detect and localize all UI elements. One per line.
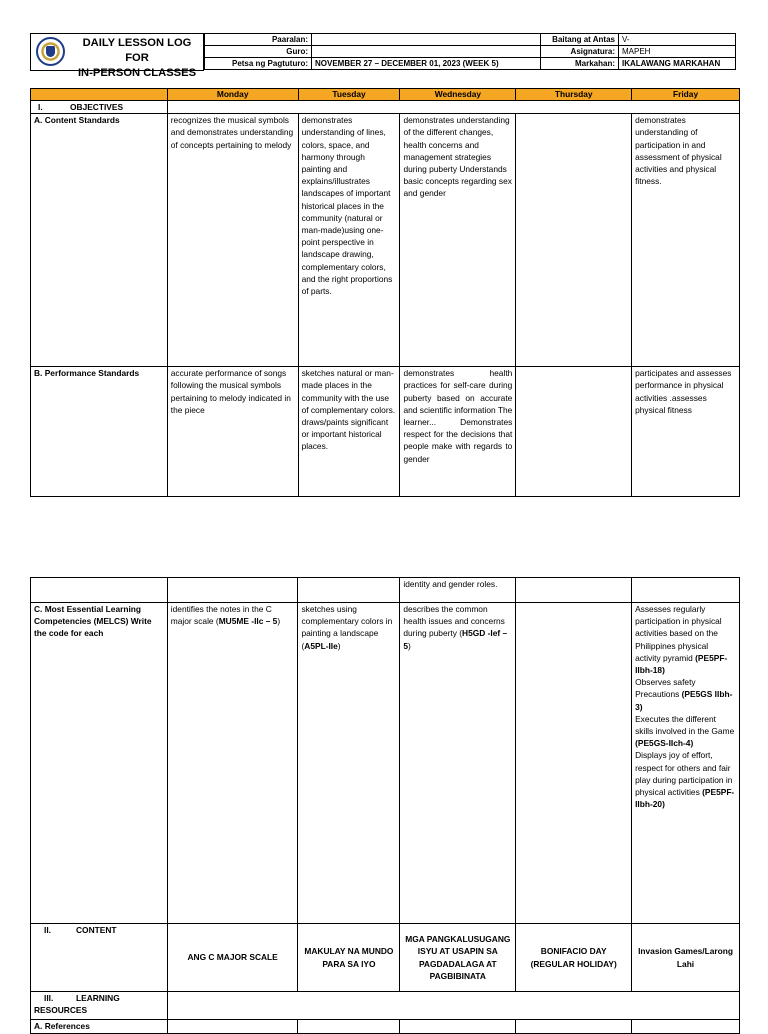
melcs-tuesday-code: A5PL-IIe	[304, 640, 338, 651]
content-standards-friday: demonstrates understanding of participation in and assessment of physical activities and physical fitness.	[632, 114, 740, 367]
content-thursday: BONIFACIO DAY (REGULAR HOLIDAY)	[516, 924, 632, 992]
references-thursday	[516, 1020, 632, 1034]
continuation-thursday	[516, 578, 632, 603]
objectives-span	[167, 101, 739, 114]
melcs-row	[31, 603, 740, 924]
content-friday: Invasion Games/Larong Lahi	[632, 924, 740, 992]
day-header-friday: Friday	[632, 89, 740, 101]
continuation-tuesday	[298, 578, 400, 603]
petsa-value: NOVEMBER 27 – DECEMBER 01, 2023 (WEEK 5)	[312, 58, 541, 70]
melcs-wednesday: describes the common health issues and concerns during puberty (H5GD -Ief – 5)	[400, 603, 516, 924]
document-title-line2: IN-PERSON CLASSES	[77, 67, 197, 79]
melcs-monday-code: MU5ME -IIc – 5	[218, 616, 278, 627]
references-tuesday	[298, 1020, 400, 1034]
learning-resources-row	[31, 992, 740, 1020]
melcs-friday-code3: (PE5GS-IIch-4)	[635, 738, 694, 749]
melcs-friday: Assesses regularly participation in physical activities based on the Philippines physical activity pyramid (PE5PF-IIbh-18) Observes safety Precautions (PE5GS IIbh-3) Executes the different skills involved in the Game (PE5GS-IIch-4) Displays joy of effort, respect for others and fair play during participation in physical activities (PE5PF-IIbh-20)	[632, 603, 740, 924]
document-title-line1: DAILY LESSON LOG FOR	[82, 37, 192, 64]
continuation-monday	[167, 578, 298, 603]
references-monday	[167, 1020, 298, 1034]
deped-seal-icon	[36, 37, 65, 66]
melcs-thursday	[516, 603, 632, 924]
learning-resources-span	[167, 992, 739, 1020]
header-info-table	[204, 33, 736, 70]
paaralan-label: Paaralan:	[205, 34, 312, 46]
objectives-label: I. OBJECTIVES	[31, 101, 168, 114]
melcs-label: C. Most Essential Learning Competencies (MELCS) Write the code for each	[31, 603, 168, 924]
baitang-label: Baitang at Antas	[541, 34, 619, 46]
header-title-box	[30, 33, 204, 79]
baitang-value: V-	[619, 34, 736, 46]
day-header-row	[31, 89, 740, 101]
references-wednesday	[400, 1020, 516, 1034]
melcs-wednesday-code: H5GD -Ief – 5	[403, 628, 508, 651]
learning-resources-label: III. LEARNING RESOURCES	[31, 992, 168, 1020]
markahan-label: Markahan:	[541, 58, 619, 70]
day-header-thursday: Thursday	[516, 89, 632, 101]
continuation-wednesday: identity and gender roles.	[400, 578, 516, 603]
content-standards-tuesday: demonstrates understanding of lines, colors, space, and harmony through painting and explains/illustrates landscapes of important historical places in the community (natural or man-made)using one-point perspective in landscape drawing, complementary colors, and the right proportions of parts.	[298, 114, 400, 367]
lesson-log-table-continued	[30, 577, 740, 1034]
document-title	[71, 36, 203, 81]
references-label: A. References	[31, 1020, 168, 1034]
content-standards-wednesday: demonstrates understanding of the different changes, health concerns and management strategies during puberty Understands basic concepts regarding sex and gender	[400, 114, 516, 367]
performance-standards-row	[31, 367, 740, 497]
melcs-friday-code1: (PE5PF-IIbh-18)	[635, 652, 728, 676]
content-tuesday: MAKULAY NA MUNDO PARA SA IYO	[298, 924, 400, 992]
petsa-label: Petsa ng Pagtuturo:	[205, 58, 312, 70]
day-header-tuesday: Tuesday	[298, 89, 400, 101]
performance-standards-thursday	[516, 367, 632, 497]
paaralan-value	[312, 34, 541, 46]
asignatura-value: MAPEH	[619, 46, 736, 58]
content-row	[31, 924, 740, 992]
melcs-tuesday: sketches using complementary colors in painting a landscape (A5PL-IIe)	[298, 603, 400, 924]
asignatura-label: Asignatura:	[541, 46, 619, 58]
content-label: II. CONTENT	[31, 924, 168, 992]
references-row	[31, 1020, 740, 1034]
continuation-label	[31, 578, 168, 603]
performance-standards-monday: accurate performance of songs following the musical symbols pertaining to melody indicated in the piece	[167, 367, 298, 497]
day-header-monday: Monday	[167, 89, 298, 101]
continuation-friday	[632, 578, 740, 603]
guro-label: Guro:	[205, 46, 312, 58]
markahan-value: IKALAWANG MARKAHAN	[619, 58, 736, 70]
objectives-row	[31, 101, 740, 114]
performance-standards-tuesday: sketches natural or man-made places in the community with the use of complementary colors. draws/paints significant or important historical places.	[298, 367, 400, 497]
content-standards-row	[31, 114, 740, 367]
lesson-log-table	[30, 88, 740, 497]
melcs-monday: identifies the notes in the C major scale (MU5ME -IIc – 5)	[167, 603, 298, 924]
content-standards-thursday	[516, 114, 632, 367]
content-monday: ANG C MAJOR SCALE	[167, 924, 298, 992]
day-header-blank	[31, 89, 168, 101]
melcs-friday-code4: (PE5PF-IIbh-20)	[635, 787, 735, 810]
references-friday	[632, 1020, 740, 1034]
guro-value	[312, 46, 541, 58]
performance-standards-wednesday: demonstrates health practices for self-care during puberty based on accurate and scientific information The learner... Demonstrates respect for the decisions that people make with regards to gender	[400, 367, 516, 497]
performance-standards-friday: participates and assesses performance in physical activities .assesses physical fitness	[632, 367, 740, 497]
continuation-row	[31, 578, 740, 603]
day-header-wednesday: Wednesday	[400, 89, 516, 101]
content-wednesday: MGA PANGKALUSUGANG ISYU AT USAPIN SA PAGDADALAGA AT PAGBIBINATA	[400, 924, 516, 992]
content-standards-label: A. Content Standards	[31, 114, 168, 367]
performance-standards-label: B. Performance Standards	[31, 367, 168, 497]
content-standards-monday: recognizes the musical symbols and demonstrates understanding of concepts pertaining to melody	[167, 114, 298, 367]
melcs-friday-code2: (PE5GS IIbh-3)	[635, 689, 733, 712]
